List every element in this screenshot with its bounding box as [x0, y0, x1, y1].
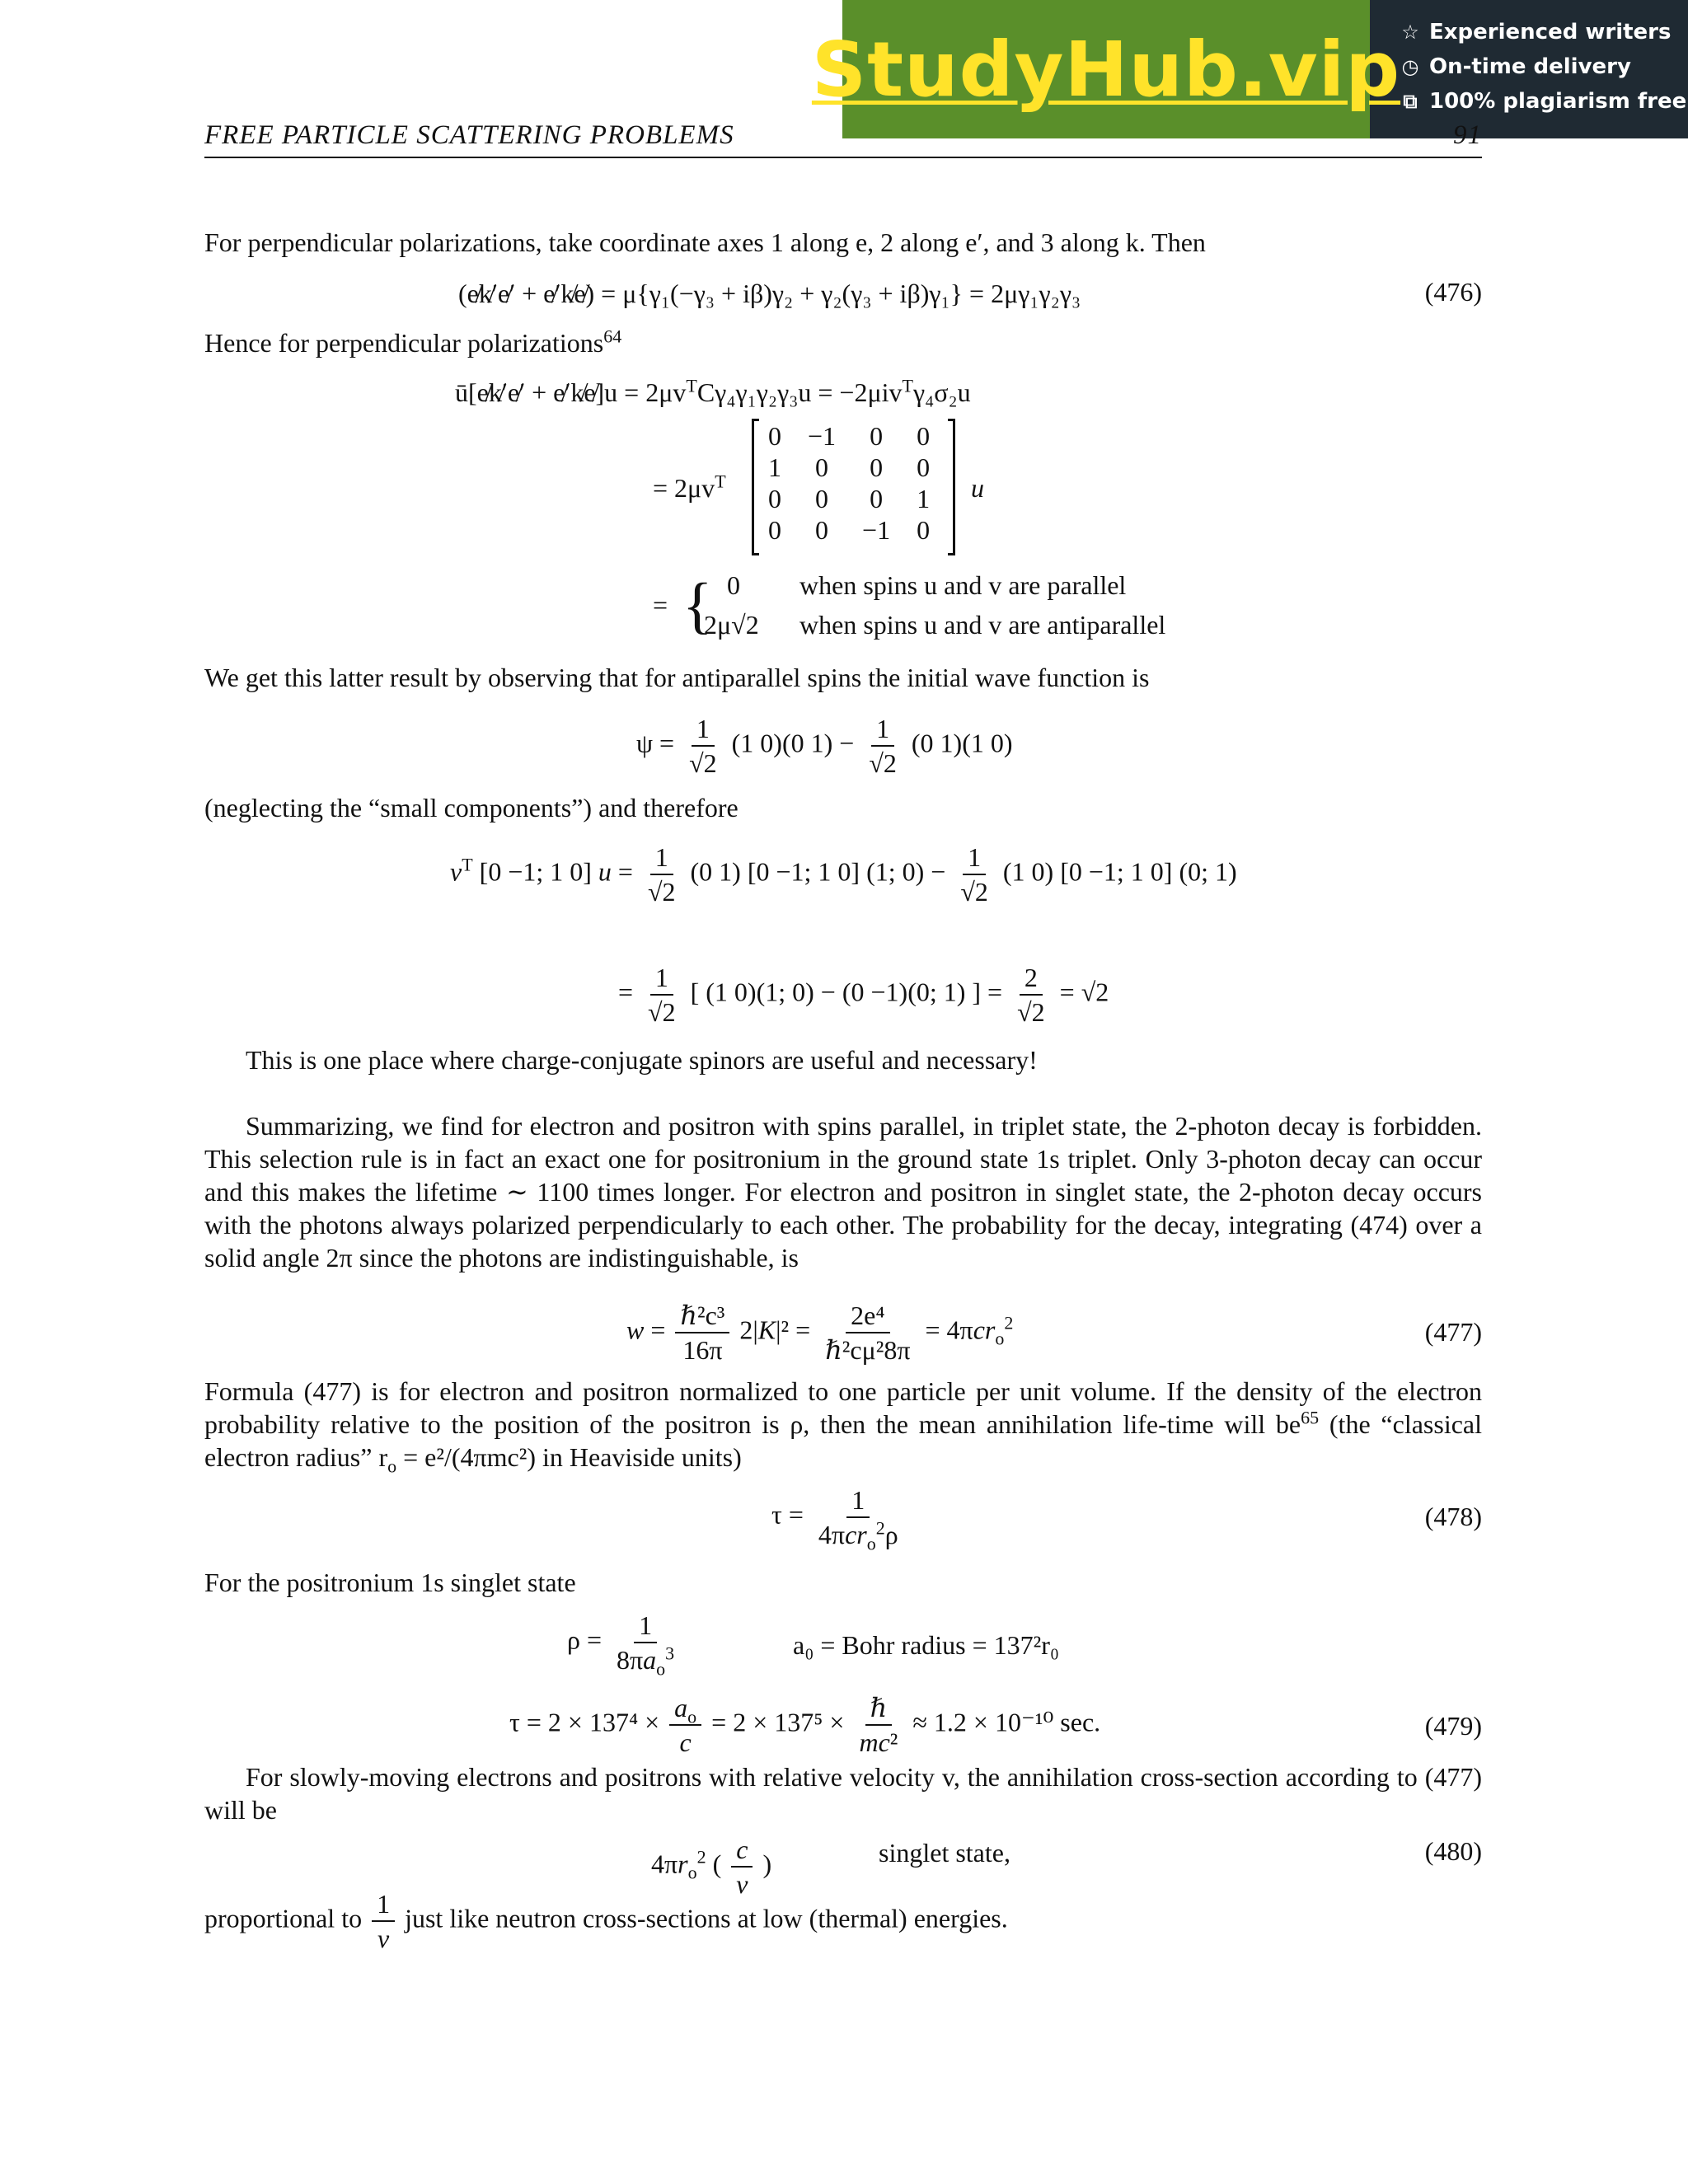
- equation-478: τ = $\frac{1}{4\pi cr_o^2\rho}$: [771, 1485, 898, 1554]
- feature-list: [1370, 0, 1686, 138]
- paragraph-8: For the positronium 1s singlet state: [204, 1568, 576, 1597]
- header-title: FREE PARTICLE SCATTERING PROBLEMS: [204, 120, 734, 150]
- equation-479: τ = 2 × 137⁴ × $\frac{a_o}{c}$ = 2 × 137⁵ × $\frac{\text{ℏ}}{\text{mc²}}$ ≈ 1.2 × 10⁻¹⁰ sec.: [509, 1693, 1101, 1757]
- equation-number-479: (479): [1424, 1711, 1482, 1741]
- paragraph-1: For perpendicular polarizations, take coordinate axes 1 along e, 2 along e′, and 3 along k. Then: [204, 227, 1206, 257]
- paragraph-4: (neglecting the “small components”) and therefore: [204, 793, 738, 823]
- star-icon: ☆: [1401, 21, 1419, 44]
- case-1-text: when spins u and v are parallel: [799, 570, 1127, 600]
- case-1-value: 0: [727, 570, 740, 600]
- paragraph-6: Summarizing, we find for electron and positron with spins parallel, in triplet state, the 2-photon decay is forbidden. This selection rule is in fact an exact one for positronium in the ground state 1s triplet. Only 3-photon decay can occur and this makes the lifetime ∼ 1100 times longer. For electron and positron in singlet state, the 2-photon decay occurs with the photons always polarized perpendicularly to each other. The probability for the decay, integrating (474) over a solid angle 2π since the photons are indistinguishable, is: [204, 1111, 1482, 1272]
- equation-number-480: (480): [1424, 1836, 1482, 1866]
- case-2-value: 2μ√2: [704, 610, 759, 640]
- equation-480: $4\pi r_o^2$ ( $\frac{c}{v}$ ): [651, 1835, 772, 1899]
- equation-number-478: (478): [1424, 1502, 1482, 1531]
- equation-number-477: (477): [1424, 1317, 1482, 1347]
- spinor-calculation-1: $v^T$ [0 −1; 1 0] u = $\frac{1}{√2}$ (0 1) [0 −1; 1 0] (1; 0) − $\frac{1}{√2}$ (1 0) [0 −1; 1 0] (0; 1): [450, 842, 1237, 907]
- matrix-right-bracket: [948, 419, 955, 555]
- clock-icon: ◷: [1401, 55, 1419, 78]
- bohr-radius: a₀ = Bohr radius = 137²r₀: [793, 1630, 1060, 1660]
- logo-text: StudyHub.vip: [811, 25, 1401, 114]
- paragraph-9: For slowly-moving electrons and positrons with relative velocity v, the annihilation cross-section according to (477) will be: [204, 1762, 1482, 1825]
- paragraph-7: Formula (477) is for electron and positron normalized to one particle per unit volume. If the density of the electron probability relative to the position of the positron is ρ, then the mean annihilation life-time will $be^{65}$ (the “classical electron radius” $r_o = e^2/(4\pi mc^2)$ in Heaviside units): [204, 1376, 1483, 1477]
- psi-equation: ψ = $\frac{1}{√2}$ (1 0)(0 1) − $\frac{1}{√2}$ (0 1)(1 0): [636, 714, 1013, 778]
- cases-equals: =: [653, 590, 668, 620]
- singlet-state-label: singlet state,: [879, 1838, 1010, 1868]
- logo-box[interactable]: [811, 0, 1401, 138]
- matrix-4x4: 0 −1 0 0 1 0 0 0 0 0 0 1 0 0 −1 0: [768, 421, 931, 545]
- equation-477: w = $\frac{\text{ℏ²c³}}{16\pi}$ 2|K|² = $\frac{\text{2e⁴}}{\text{ℏ²cμ²8π}}$ = 4πcr$_o^2$: [626, 1301, 1014, 1365]
- footnote-65: 65: [1301, 1407, 1320, 1428]
- page-number: 91: [1453, 120, 1482, 150]
- feature-writers: ☆ Experienced writers: [1400, 18, 1686, 46]
- paragraph-2: Hence for perpendicular polarizations$^{64}$: [204, 326, 622, 358]
- copy-icon: ⧉: [1403, 90, 1418, 113]
- equation-a: ū[e̸k̸′e̸′ + e̸′k̸e̸]u = $2\mu v^TC\gamma_4\gamma_1\gamma_2\gamma_3u = -2\mu iv^T\gamma_4\sigma_2u$: [455, 375, 971, 407]
- density-equation: ρ = $\frac{1}{8\pi a_o^3}$: [567, 1610, 675, 1680]
- paragraph-3: We get this latter result by observing that for antiparallel spins the initial wave function is: [204, 663, 1150, 692]
- equation-b: = $2\mu v^T$: [653, 471, 726, 503]
- cases-brace: {: [682, 571, 713, 640]
- case-2-text: when spins u and v are antiparallel: [799, 610, 1166, 640]
- matrix-u: u: [971, 473, 984, 503]
- spinor-calculation-2: = $\frac{1}{√2}$ [ (1 0)(1; 0) − (0 −1)(0; 1) ] = $\frac{2}{√2}$ = √2: [618, 963, 1109, 1027]
- equation-number-476: (476): [1424, 277, 1482, 307]
- paragraph-10: proportional to $\frac{1}{v}$ just like neutron cross-sections at low (thermal) energies.: [204, 1889, 1008, 1953]
- footnote-64: 64: [603, 326, 622, 347]
- feature-plagiarism: ⧉ 100% plagiarism free: [1400, 87, 1686, 115]
- running-header: [204, 120, 1482, 158]
- feature-delivery: ◷ On-time delivery: [1400, 53, 1686, 81]
- paragraph-5: This is one place where charge-conjugate spinors are useful and necessary!: [246, 1045, 1038, 1075]
- equation-476: (e̸k̸′e̸′ + e̸′k̸e̸) = μ{γ₁(−γ₃ + iβ)γ₂ + γ₂(γ₃ + iβ)γ₁} = 2μγ₁γ₂γ₃: [458, 279, 1081, 308]
- studyhub-banner[interactable]: [811, 0, 1688, 138]
